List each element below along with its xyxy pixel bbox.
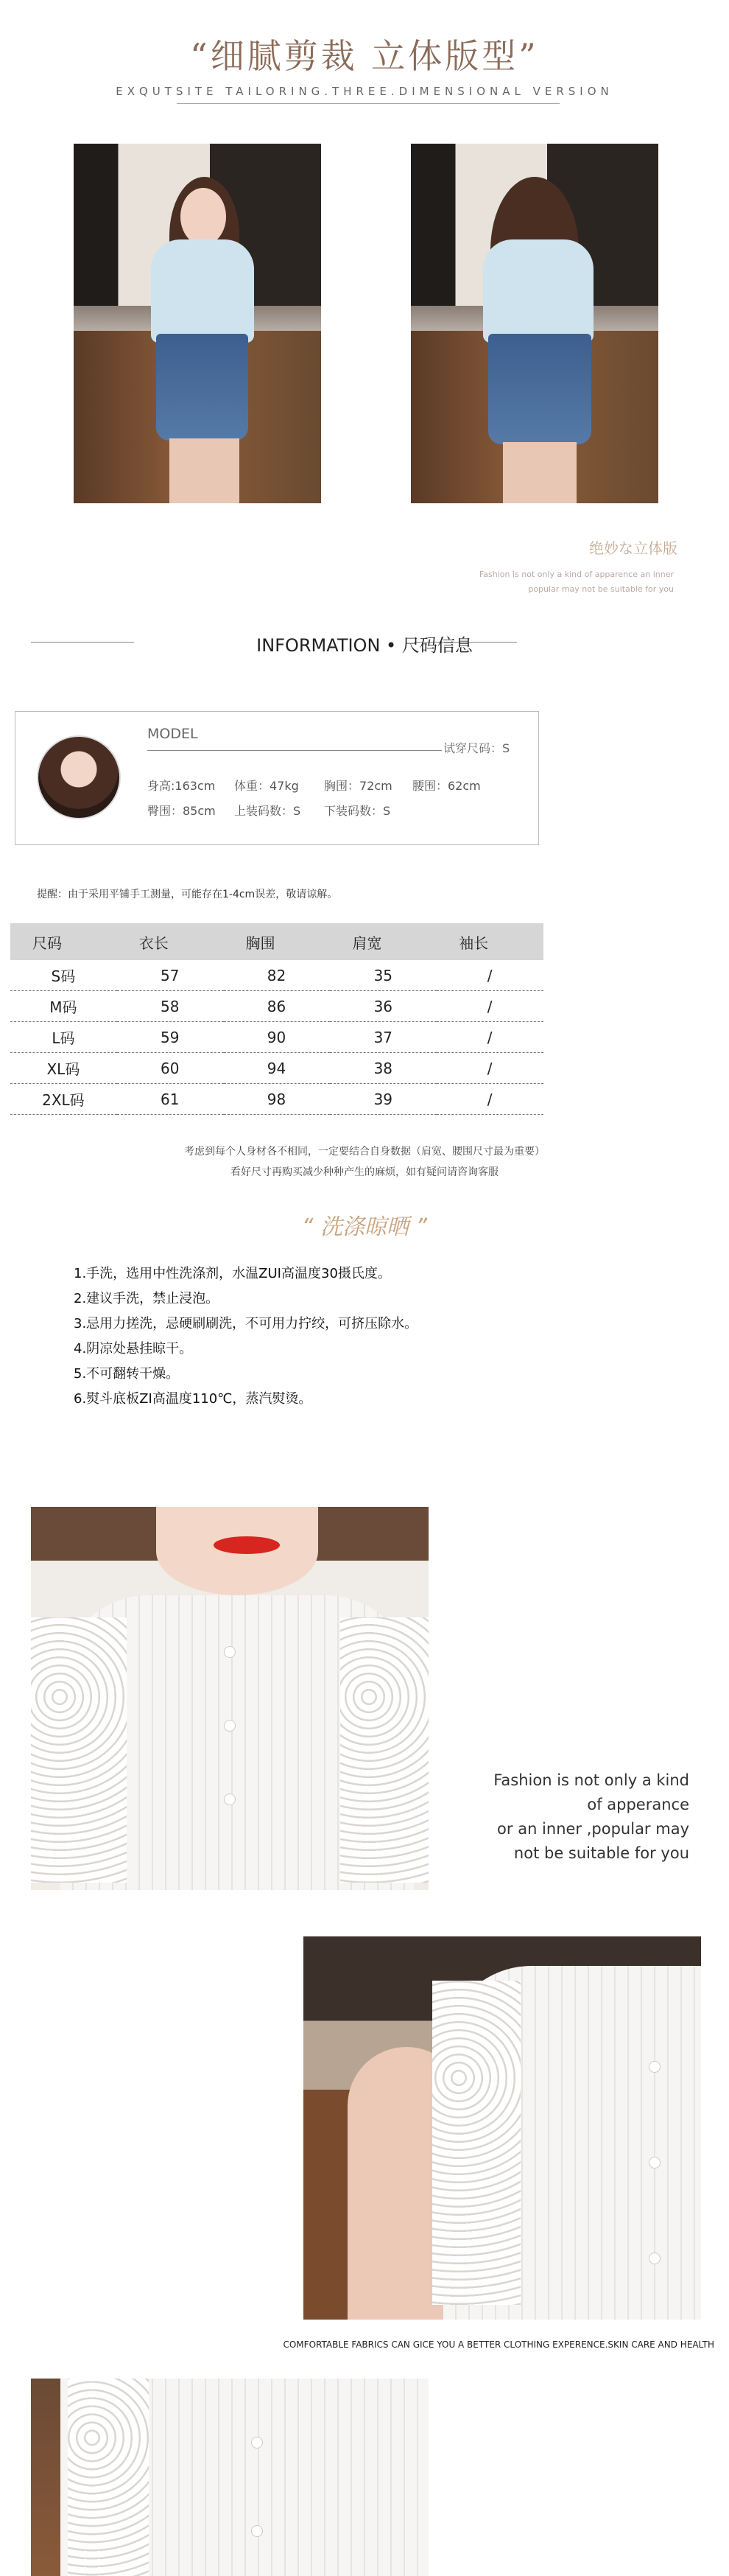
table-row: 2XL码 61 98 39 / [10,1084,543,1115]
model-top-size: 上装码数：S [234,804,301,818]
measurement-tip: 提醒：由于采用平铺手工测量，可能存在1-4cm误差，敬请谅解。 [37,889,338,900]
size-note-2: 看好尺寸再购买减少种种产生的麻烦，如有疑问请咨询客服 [230,1166,499,1178]
product-photo-front [74,144,321,503]
detail-photo-collar [31,1507,429,1890]
table-row: S码 57 82 35 / [10,960,543,991]
list-item: 6.熨斗底板ZI高温度110℃，蒸汽熨烫。 [74,1391,312,1407]
try-on-size: 试穿尺码：S [443,741,510,755]
table-row: M码 58 86 36 / [10,991,543,1022]
detail-photo-sleeve [303,1936,701,2320]
detail-photo-front [31,2379,429,2576]
list-item: 4.阴凉处悬挂晾干。 [74,1341,193,1357]
comfort-text: COMFORTABLE FABRICS CAN GICE YOU A BETTER CLOTHING EXPERENCE.SKIN CARE AND HEALTH [283,2339,714,2350]
col-size: 尺码 [10,923,117,960]
product-photo-back [411,144,658,503]
list-item: 2.建议手洗，禁止浸泡。 [74,1291,219,1306]
list-item: 5.不可翻转干燥。 [74,1366,180,1382]
page-subtitle: EXQUTSITE TAILORING.THREE.DIMENSIONAL VERSION [116,85,613,98]
size-note-1: 考虑到每个人身材各不相同，一定要结合自身数据（肩宽、腰围尺寸最为重要） [184,1146,545,1158]
model-label: MODEL [147,726,198,742]
version-caption-text: Fashion is not only a kind of apparence an inner popular may not be suitable for you [479,570,674,594]
model-waist: 腰围：62cm [412,779,481,793]
version-caption: 绝妙な立体版 [589,539,677,557]
size-table [10,923,543,1115]
model-avatar [38,737,119,818]
model-weight: 体重：47kg [234,779,299,793]
page-title: “细腻剪裁 立体版型” [190,36,539,76]
wash-list [74,1261,418,1412]
col-length: 衣长 [117,923,224,960]
model-hip: 臀围：85cm [147,804,216,818]
info-heading: INFORMATION • 尺码信息 [256,635,473,656]
model-bottom-size: 下装码数：S [324,804,391,818]
table-row: L码 59 90 37 / [10,1022,543,1053]
title-divider [177,103,560,104]
col-shoulder: 肩宽 [330,923,437,960]
wash-title: “ 洗涤晾晒 ” [301,1214,428,1240]
model-bust: 胸围：72cm [324,779,392,793]
list-item: 1.手洗，选用中性洗涤剂，水温ZUI高温度30摄氏度。 [74,1266,391,1281]
model-divider [147,750,442,751]
model-height: 身高:163cm [147,779,216,793]
list-item: 3.忌用力搓洗，忌硬刷刷洗，不可用力拧绞，可挤压除水。 [74,1316,418,1331]
fashion-text: Fashion is not only a kind of apperance or an inner ,popular may not be suitable for you [493,1771,689,1862]
col-sleeve: 袖长 [437,923,543,960]
table-header-row [10,923,543,960]
table-row: XL码 60 94 38 / [10,1053,543,1084]
col-bust: 胸围 [224,923,331,960]
